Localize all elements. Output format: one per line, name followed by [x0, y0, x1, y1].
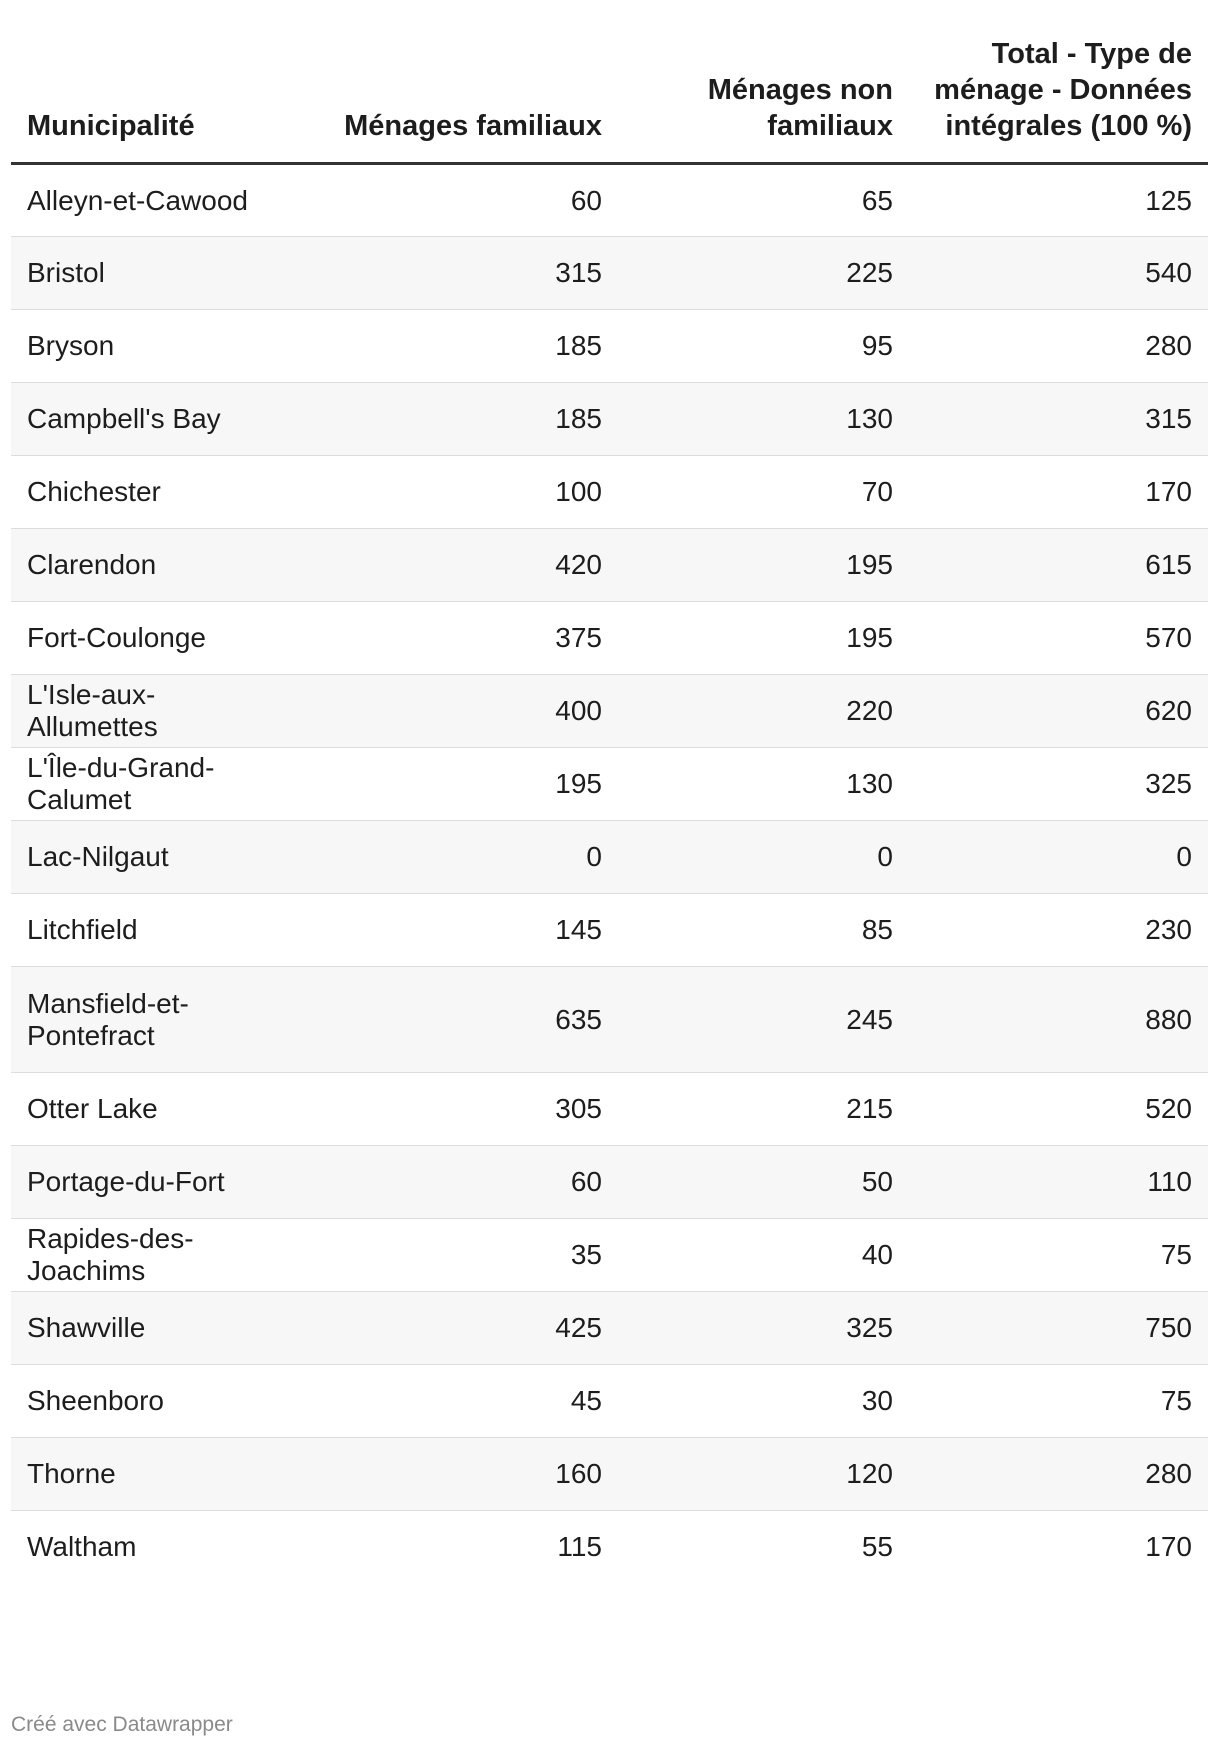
table-row — [11, 456, 1208, 529]
non-family-households-cell: 30 — [618, 1365, 909, 1438]
table-row — [11, 1219, 1208, 1292]
total-households-cell: 75 — [909, 1365, 1208, 1438]
column-header-total[interactable]: Total - Type de ménage - Données intégrales (100 %) — [909, 36, 1208, 164]
municipality-cell: Shawville — [11, 1292, 294, 1365]
family-households-cell: 425 — [294, 1292, 618, 1365]
non-family-households-cell: 55 — [861, 1531, 893, 1563]
table-row — [11, 1438, 1208, 1511]
total-households-cell: 570 — [909, 602, 1208, 675]
total-households-cell: 520 — [909, 1073, 1208, 1146]
table-row — [11, 894, 1208, 967]
family-households-cell: 420 — [294, 529, 618, 602]
non-family-households-cell: 120 — [618, 1438, 909, 1511]
municipality-cell: Litchfield — [11, 894, 294, 967]
municipality-cell: Fort-Coulonge — [11, 602, 294, 675]
non-family-households-cell: 220 — [618, 675, 909, 748]
non-family-households-cell: 85 — [618, 894, 909, 967]
non-family-households-cell: 50 — [618, 1146, 909, 1219]
table-row — [11, 748, 1208, 821]
total-households-cell: 280 — [909, 310, 1208, 383]
municipality-cell: L'Isle-aux-Allumettes — [11, 675, 294, 748]
table-header — [11, 36, 1208, 164]
municipality-cell: Lac-Nilgaut — [11, 821, 294, 894]
family-households-cell: 115 — [557, 1531, 602, 1563]
non-family-households-cell: 65 — [618, 164, 909, 237]
municipality-cell: Sheenboro — [11, 1365, 294, 1438]
table-row — [11, 383, 1208, 456]
table-body — [11, 164, 1208, 1584]
table-row — [11, 310, 1208, 383]
family-households-cell: 195 — [294, 748, 618, 821]
total-households-cell: 540 — [909, 237, 1208, 310]
table-row — [11, 1292, 1208, 1365]
datawrapper-credit[interactable]: Créé avec Datawrapper — [11, 1713, 233, 1736]
family-households-cell: 185 — [294, 310, 618, 383]
total-households-cell: 170 — [1145, 1531, 1192, 1563]
municipality-cell: Bristol — [11, 237, 294, 310]
municipality-cell: Clarendon — [11, 529, 294, 602]
column-header-municipalite[interactable]: Municipalité — [11, 36, 294, 164]
non-family-households-cell: 245 — [618, 967, 909, 1073]
non-family-households-cell: 130 — [618, 383, 909, 456]
table-row — [11, 1146, 1208, 1219]
total-households-cell: 0 — [909, 821, 1208, 894]
total-households-cell: 750 — [909, 1292, 1208, 1365]
municipality-cell: Rapides-des-Joachims — [11, 1219, 294, 1292]
non-family-households-cell: 225 — [618, 237, 909, 310]
table-row — [11, 164, 1208, 237]
table-row — [11, 1073, 1208, 1146]
table-row — [11, 602, 1208, 675]
municipality-cell: Waltham — [27, 1531, 137, 1563]
table-row — [11, 675, 1208, 748]
family-households-cell: 145 — [294, 894, 618, 967]
column-header-menages-familiaux[interactable]: Ménages familiaux — [294, 36, 618, 164]
table-row — [11, 1365, 1208, 1438]
family-households-cell: 635 — [294, 967, 618, 1073]
total-households-cell: 75 — [909, 1219, 1208, 1292]
municipality-cell: Otter Lake — [11, 1073, 294, 1146]
family-households-cell: 185 — [294, 383, 618, 456]
family-households-cell: 45 — [294, 1365, 618, 1438]
family-households-cell: 315 — [294, 237, 618, 310]
non-family-households-cell: 95 — [618, 310, 909, 383]
table-row — [11, 967, 1208, 1073]
table-row — [11, 529, 1208, 602]
total-households-cell: 110 — [909, 1146, 1208, 1219]
total-households-cell: 880 — [909, 967, 1208, 1073]
municipality-cell: Mansfield-et-Pontefract — [11, 967, 294, 1073]
table-row — [11, 821, 1208, 894]
family-households-cell: 305 — [294, 1073, 618, 1146]
family-households-cell: 160 — [294, 1438, 618, 1511]
total-households-cell: 280 — [909, 1438, 1208, 1511]
family-households-cell: 400 — [294, 675, 618, 748]
header-row — [11, 36, 1208, 164]
municipality-cell: Chichester — [11, 456, 294, 529]
municipality-cell: Bryson — [11, 310, 294, 383]
family-households-cell: 60 — [294, 1146, 618, 1219]
non-family-households-cell: 40 — [618, 1219, 909, 1292]
family-households-cell: 0 — [294, 821, 618, 894]
family-households-cell: 100 — [294, 456, 618, 529]
table-row — [11, 1511, 1208, 1584]
column-header-menages-non-familiaux[interactable]: Ménages non familiaux — [618, 36, 909, 164]
municipality-cell: Campbell's Bay — [11, 383, 294, 456]
total-households-cell: 315 — [909, 383, 1208, 456]
total-households-cell: 325 — [909, 748, 1208, 821]
municipality-cell: Portage-du-Fort — [11, 1146, 294, 1219]
data-table — [11, 36, 1208, 1584]
non-family-households-cell: 325 — [618, 1292, 909, 1365]
total-households-cell: 230 — [909, 894, 1208, 967]
family-households-cell: 60 — [294, 164, 618, 237]
non-family-households-cell: 0 — [618, 821, 909, 894]
total-households-cell: 620 — [909, 675, 1208, 748]
non-family-households-cell: 70 — [618, 456, 909, 529]
non-family-households-cell: 195 — [618, 602, 909, 675]
total-households-cell: 615 — [909, 529, 1208, 602]
municipality-cell: Thorne — [11, 1438, 294, 1511]
non-family-households-cell: 215 — [618, 1073, 909, 1146]
non-family-households-cell: 195 — [618, 529, 909, 602]
municipality-cell: L'Île-du-Grand-Calumet — [11, 748, 294, 821]
data-table-container — [11, 36, 1208, 1584]
total-households-cell: 170 — [909, 456, 1208, 529]
total-households-cell: 125 — [909, 164, 1208, 237]
municipality-cell: Alleyn-et-Cawood — [11, 164, 294, 237]
non-family-households-cell: 130 — [618, 748, 909, 821]
family-households-cell: 35 — [294, 1219, 618, 1292]
family-households-cell: 375 — [294, 602, 618, 675]
table-row — [11, 237, 1208, 310]
